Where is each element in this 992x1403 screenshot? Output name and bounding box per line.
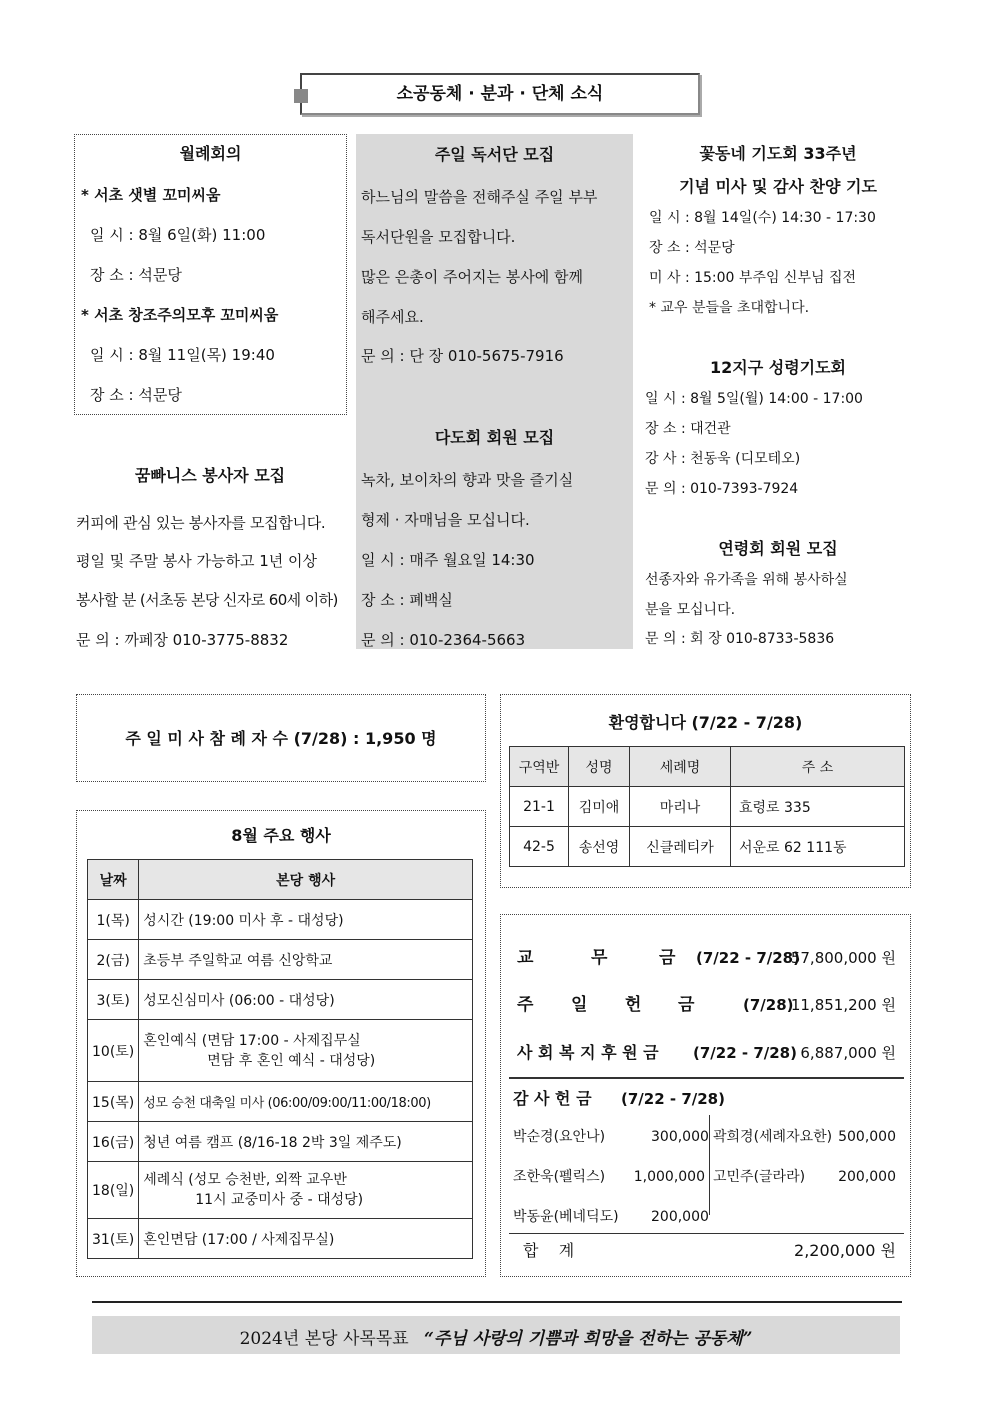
event-date: 15(목) bbox=[88, 1082, 139, 1122]
event-text: 성모 승천 대축일 미사 (06:00/09:00/11:00/18:00) bbox=[139, 1082, 473, 1122]
donor-amount: 1,000,000 bbox=[633, 1169, 705, 1185]
tea-line: 문 의 : 010-2364-5663 bbox=[361, 631, 526, 649]
donor-name: 박순경(요안나) bbox=[513, 1129, 606, 1145]
thanks-period: (7/22 - 7/28) bbox=[621, 1090, 725, 1108]
flower-line: 장 소 : 석문당 bbox=[649, 240, 735, 256]
meeting-name: * 서초 샛별 꼬미씨움 bbox=[81, 186, 221, 204]
lector-line: 문 의 : 단 장 010-5675-7916 bbox=[361, 347, 564, 365]
volunteer-line: 평일 및 주말 봉사 가능하고 1년 이상 bbox=[76, 552, 318, 570]
welcome-title: 환영합니다 (7/22 - 7/28) bbox=[608, 713, 803, 732]
attendance-text: 주 일 미 사 참 례 자 수 (7/28) : 1,950 명 bbox=[125, 729, 437, 748]
event-text-2: 11시 교중미사 중 - 대성당) bbox=[195, 1192, 364, 1208]
event-text: 청년 여름 캠프 (8/16-18 2박 3일 제주도) bbox=[139, 1122, 473, 1162]
table-row bbox=[88, 1020, 473, 1082]
finance-divider bbox=[509, 1077, 904, 1079]
welcome-cell: 21-1 bbox=[510, 787, 569, 827]
section-header bbox=[300, 73, 700, 115]
table-row bbox=[510, 827, 905, 867]
welcome-cell: 김미애 bbox=[569, 787, 630, 827]
meeting-date: 일 시 : 8월 6일(화) 11:00 bbox=[90, 226, 266, 244]
welcome-col-header: 구역반 bbox=[510, 747, 569, 787]
finance-period: (7/22 - 7/28) bbox=[696, 949, 800, 967]
total-amount: 2,200,000 원 bbox=[794, 1241, 896, 1260]
donor-amount: 200,000 bbox=[838, 1169, 896, 1185]
table-row bbox=[88, 1122, 473, 1162]
flower-title: 꽃동네 기도회 33주년 bbox=[699, 144, 857, 163]
events-col-header: 날짜 bbox=[88, 860, 139, 900]
meeting-date: 일 시 : 8월 11일(목) 19:40 bbox=[90, 346, 275, 364]
table-row bbox=[88, 940, 473, 980]
events-box bbox=[76, 810, 486, 1277]
district12-line: 문 의 : 010-7393-7924 bbox=[645, 481, 799, 497]
event-text: 혼인예식 (면담 17:00 - 사제집무실 bbox=[143, 1032, 361, 1049]
flower-line: * 교우 분들을 초대합니다. bbox=[649, 300, 810, 316]
donor-name: 박동윤(베네딕도) bbox=[513, 1209, 619, 1225]
finance-box: 교 무 금 (7/22 - 7/28) 57,800,000 원 주 일 헌 금 (7/28) 11,851,200 원 사 회 복 지 후 원 금 (7/22 - 7/28) 6,887,000 원 감 사 헌 금 (7/22 - 7/28) 박순경(요안나) 300,000 곽희경(세례자요한) 500,000 조한욱(펠릭스) 1,000,000 고민주(글라라) 200,000 박동윤(베네딕도) 200,000 합 계 2,200,000 원 bbox=[500, 914, 911, 1277]
thanks-title: 감 사 헌 금 bbox=[513, 1089, 592, 1108]
event-text: 세례식 (성모 승천반, 외짝 교우반 bbox=[143, 1172, 347, 1188]
meeting-place: 장 소 : 석문당 bbox=[90, 386, 182, 404]
lector-line: 많은 은총이 주어지는 봉사에 함께 bbox=[361, 268, 583, 286]
lector-title: 주일 독서단 모집 bbox=[434, 145, 555, 164]
donor-divider bbox=[709, 1115, 710, 1215]
welcome-cell: 서운로 62 111동 bbox=[731, 827, 905, 867]
donor-name: 조한욱(펠릭스) bbox=[513, 1169, 606, 1185]
volunteer-title: 꿈빠니스 봉사자 모집 bbox=[134, 466, 286, 485]
volunteer-line: 커피에 관심 있는 봉사자를 모집합니다. bbox=[76, 514, 326, 532]
event-cell bbox=[139, 1162, 473, 1219]
finance-amount: 6,887,000 원 bbox=[800, 1044, 896, 1062]
memorial-line: 분을 모십니다. bbox=[645, 602, 736, 618]
tea-line: 일 시 : 매주 월요일 14:30 bbox=[361, 551, 535, 569]
tea-line: 녹차, 보이차의 향과 맛을 즐기실 bbox=[361, 471, 574, 489]
header-title: 소공동체 · 분과 · 단체 소식 bbox=[396, 84, 604, 104]
event-text: 성모신심미사 (06:00 - 대성당) bbox=[139, 980, 473, 1020]
district12-title: 12지구 성령기도회 bbox=[709, 358, 847, 377]
table-row bbox=[88, 1219, 473, 1259]
event-text: 성시간 (19:00 미사 후 - 대성당) bbox=[139, 900, 473, 940]
welcome-col-header: 세례명 bbox=[630, 747, 731, 787]
event-text-2: 면담 후 혼인 예식 - 대성당) bbox=[207, 1052, 376, 1069]
finance-period: (7/28) bbox=[743, 996, 794, 1014]
lector-line: 해주세요. bbox=[361, 308, 424, 326]
welcome-col-header: 주 소 bbox=[731, 747, 905, 787]
finance-amount: 11,851,200 원 bbox=[790, 996, 896, 1014]
flower-line: 미 사 : 15:00 부주임 신부님 집전 bbox=[649, 270, 857, 286]
footer-motto: “주님 사랑의 기쁨과 희망을 전하는 공동체” bbox=[424, 1329, 753, 1349]
donor-name: 고민주(글라라) bbox=[713, 1169, 806, 1185]
memorial-title: 연령회 회원 모집 bbox=[718, 539, 838, 558]
event-cell bbox=[139, 1020, 473, 1082]
footer-prefix: 2024년 본당 사목목표 bbox=[239, 1329, 409, 1349]
footer-rule bbox=[92, 1301, 902, 1303]
welcome-box bbox=[500, 694, 911, 888]
total-label: 합 계 bbox=[523, 1241, 575, 1260]
attendance-box bbox=[76, 694, 486, 782]
welcome-table bbox=[509, 746, 905, 867]
table-row bbox=[510, 787, 905, 827]
welcome-cell: 마리나 bbox=[630, 787, 731, 827]
volunteer-section bbox=[74, 460, 354, 660]
donor-amount: 300,000 bbox=[651, 1129, 709, 1145]
monthly-meeting-box bbox=[74, 134, 347, 415]
memorial-line: 선종자와 유가족을 위해 봉사하실 bbox=[645, 572, 848, 588]
volunteer-line: 봉사할 분 (서초동 본당 신자로 60세 이하) bbox=[76, 591, 338, 609]
welcome-cell: 효령로 335 bbox=[731, 787, 905, 827]
district12-line: 강 사 : 천동욱 (디모테오) bbox=[645, 451, 801, 467]
event-date: 31(토) bbox=[88, 1219, 139, 1259]
table-row bbox=[88, 980, 473, 1020]
table-row bbox=[88, 1162, 473, 1219]
meeting-place: 장 소 : 석문당 bbox=[90, 266, 182, 284]
tea-title: 다도회 회원 모집 bbox=[434, 428, 555, 447]
district12-line: 일 시 : 8월 5일(월) 14:00 - 17:00 bbox=[645, 391, 863, 407]
middle-column bbox=[356, 134, 633, 649]
memorial-line: 문 의 : 회 장 010-8733-5836 bbox=[645, 631, 835, 647]
events-col-header: 본당 행사 bbox=[139, 860, 473, 900]
donor-amount: 500,000 bbox=[838, 1129, 896, 1145]
total-divider bbox=[509, 1233, 904, 1234]
event-date: 18(일) bbox=[88, 1162, 139, 1219]
footer-text bbox=[92, 1324, 900, 1349]
event-text: 초등부 주일학교 여름 신앙학교 bbox=[139, 940, 473, 980]
welcome-col-header: 성명 bbox=[569, 747, 630, 787]
finance-amount: 57,800,000 원 bbox=[790, 949, 896, 967]
lector-line: 독서단원을 모집합니다. bbox=[361, 228, 516, 246]
donor-name: 곽희경(세례자요한) bbox=[713, 1129, 833, 1145]
table-row bbox=[88, 900, 473, 940]
welcome-cell: 신클레티카 bbox=[630, 827, 731, 867]
right-column bbox=[640, 134, 920, 654]
events-table bbox=[87, 859, 473, 1259]
donor-amount: 200,000 bbox=[651, 1209, 709, 1225]
event-date: 3(토) bbox=[88, 980, 139, 1020]
event-text: 혼인면담 (17:00 / 사제집무실) bbox=[139, 1219, 473, 1259]
tea-line: 장 소 : 폐백실 bbox=[361, 591, 453, 609]
events-title: 8월 주요 행사 bbox=[231, 826, 331, 845]
event-date: 16(금) bbox=[88, 1122, 139, 1162]
event-date: 1(목) bbox=[88, 900, 139, 940]
welcome-cell: 송선영 bbox=[569, 827, 630, 867]
finance-label: 사 회 복 지 후 원 금 bbox=[517, 1043, 659, 1062]
finance-period: (7/22 - 7/28) bbox=[693, 1044, 797, 1062]
event-date: 10(토) bbox=[88, 1020, 139, 1082]
event-date: 2(금) bbox=[88, 940, 139, 980]
footer-banner bbox=[92, 1316, 900, 1354]
volunteer-line: 문 의 : 까페장 010-3775-8832 bbox=[76, 631, 289, 649]
meeting-name: * 서초 창조주의모후 꼬미씨움 bbox=[81, 306, 279, 324]
district12-line: 장 소 : 대건관 bbox=[645, 421, 731, 437]
monthly-meeting-title: 월례회의 bbox=[179, 144, 242, 163]
flower-line: 일 시 : 8월 14일(수) 14:30 - 17:30 bbox=[649, 210, 876, 226]
lector-line: 하느님의 말씀을 전해주실 주일 부부 bbox=[361, 188, 598, 206]
tea-line: 형제 · 자매님을 모십니다. bbox=[361, 511, 530, 529]
flower-subtitle: 기념 미사 및 감사 찬양 기도 bbox=[679, 177, 877, 196]
welcome-cell: 42-5 bbox=[510, 827, 569, 867]
table-row bbox=[88, 1082, 473, 1122]
